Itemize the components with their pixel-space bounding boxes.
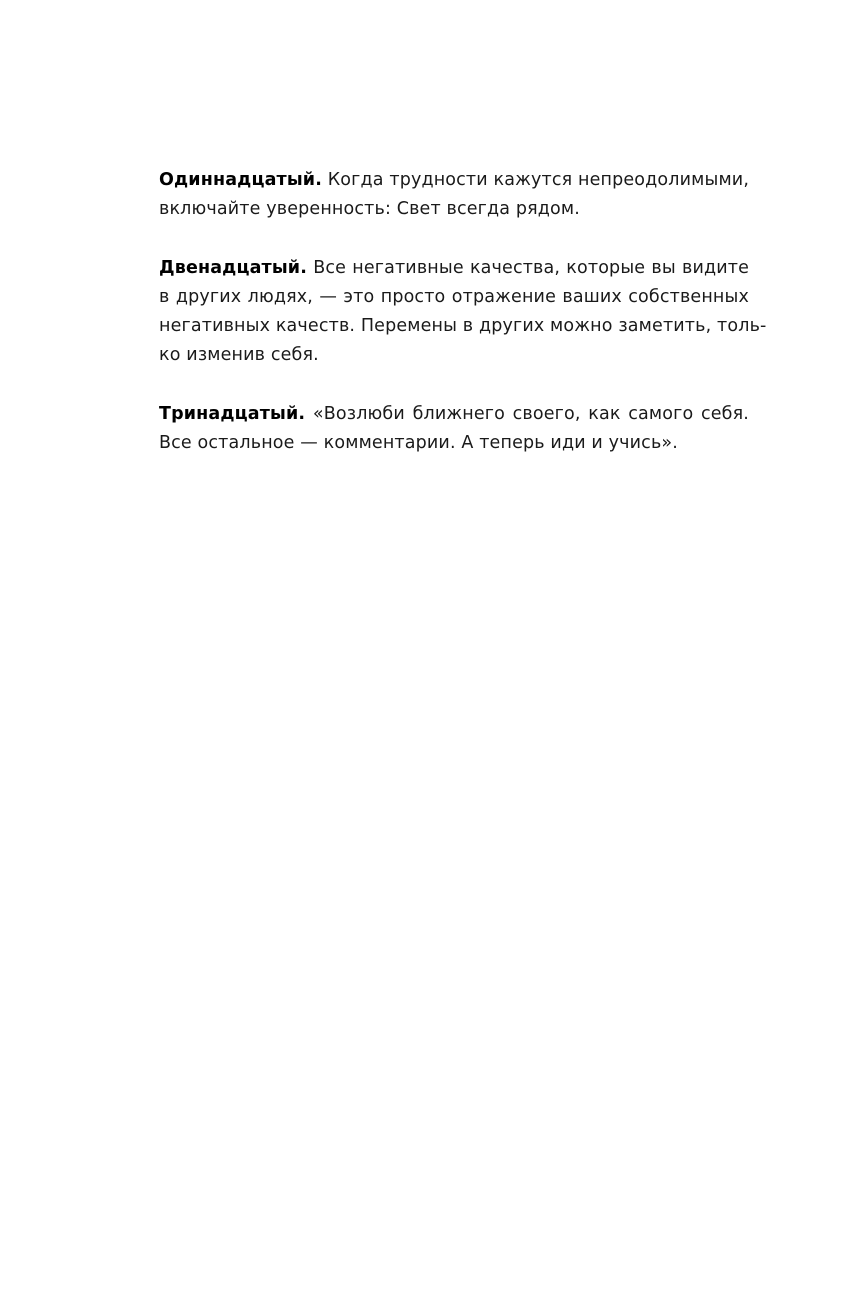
commandment-heading: Тринадцатый.	[159, 403, 306, 424]
text-line	[159, 400, 749, 429]
commandment-text: «Возлюби ближнего своего, как самого себя.	[312, 403, 749, 424]
text-line: включайте уверенность: Свет всегда рядом.	[159, 199, 580, 220]
text-block	[159, 166, 767, 458]
commandment-text: Когда трудности кажутся непреодолимыми,	[327, 170, 750, 190]
text-line: Все остальное — комментарии. А теперь иди и учись».	[159, 433, 678, 454]
commandment-twelfth	[159, 254, 767, 371]
commandment-text: Все негативные качества, которые вы видите	[313, 257, 750, 278]
text-line: негативных качеств. Перемены в других можно заметить, толь-	[159, 316, 767, 337]
text-line	[159, 254, 749, 283]
text-line	[159, 166, 749, 195]
commandment-eleventh	[159, 166, 749, 225]
commandment-heading: Одиннадцатый.	[159, 170, 323, 190]
commandment-heading: Двенадцатый.	[159, 257, 308, 278]
commandment-thirteenth	[159, 400, 749, 459]
text-line: в других людях, — это просто отражение ваших собственных	[159, 286, 749, 307]
text-line: ко изменив себя.	[159, 345, 319, 366]
